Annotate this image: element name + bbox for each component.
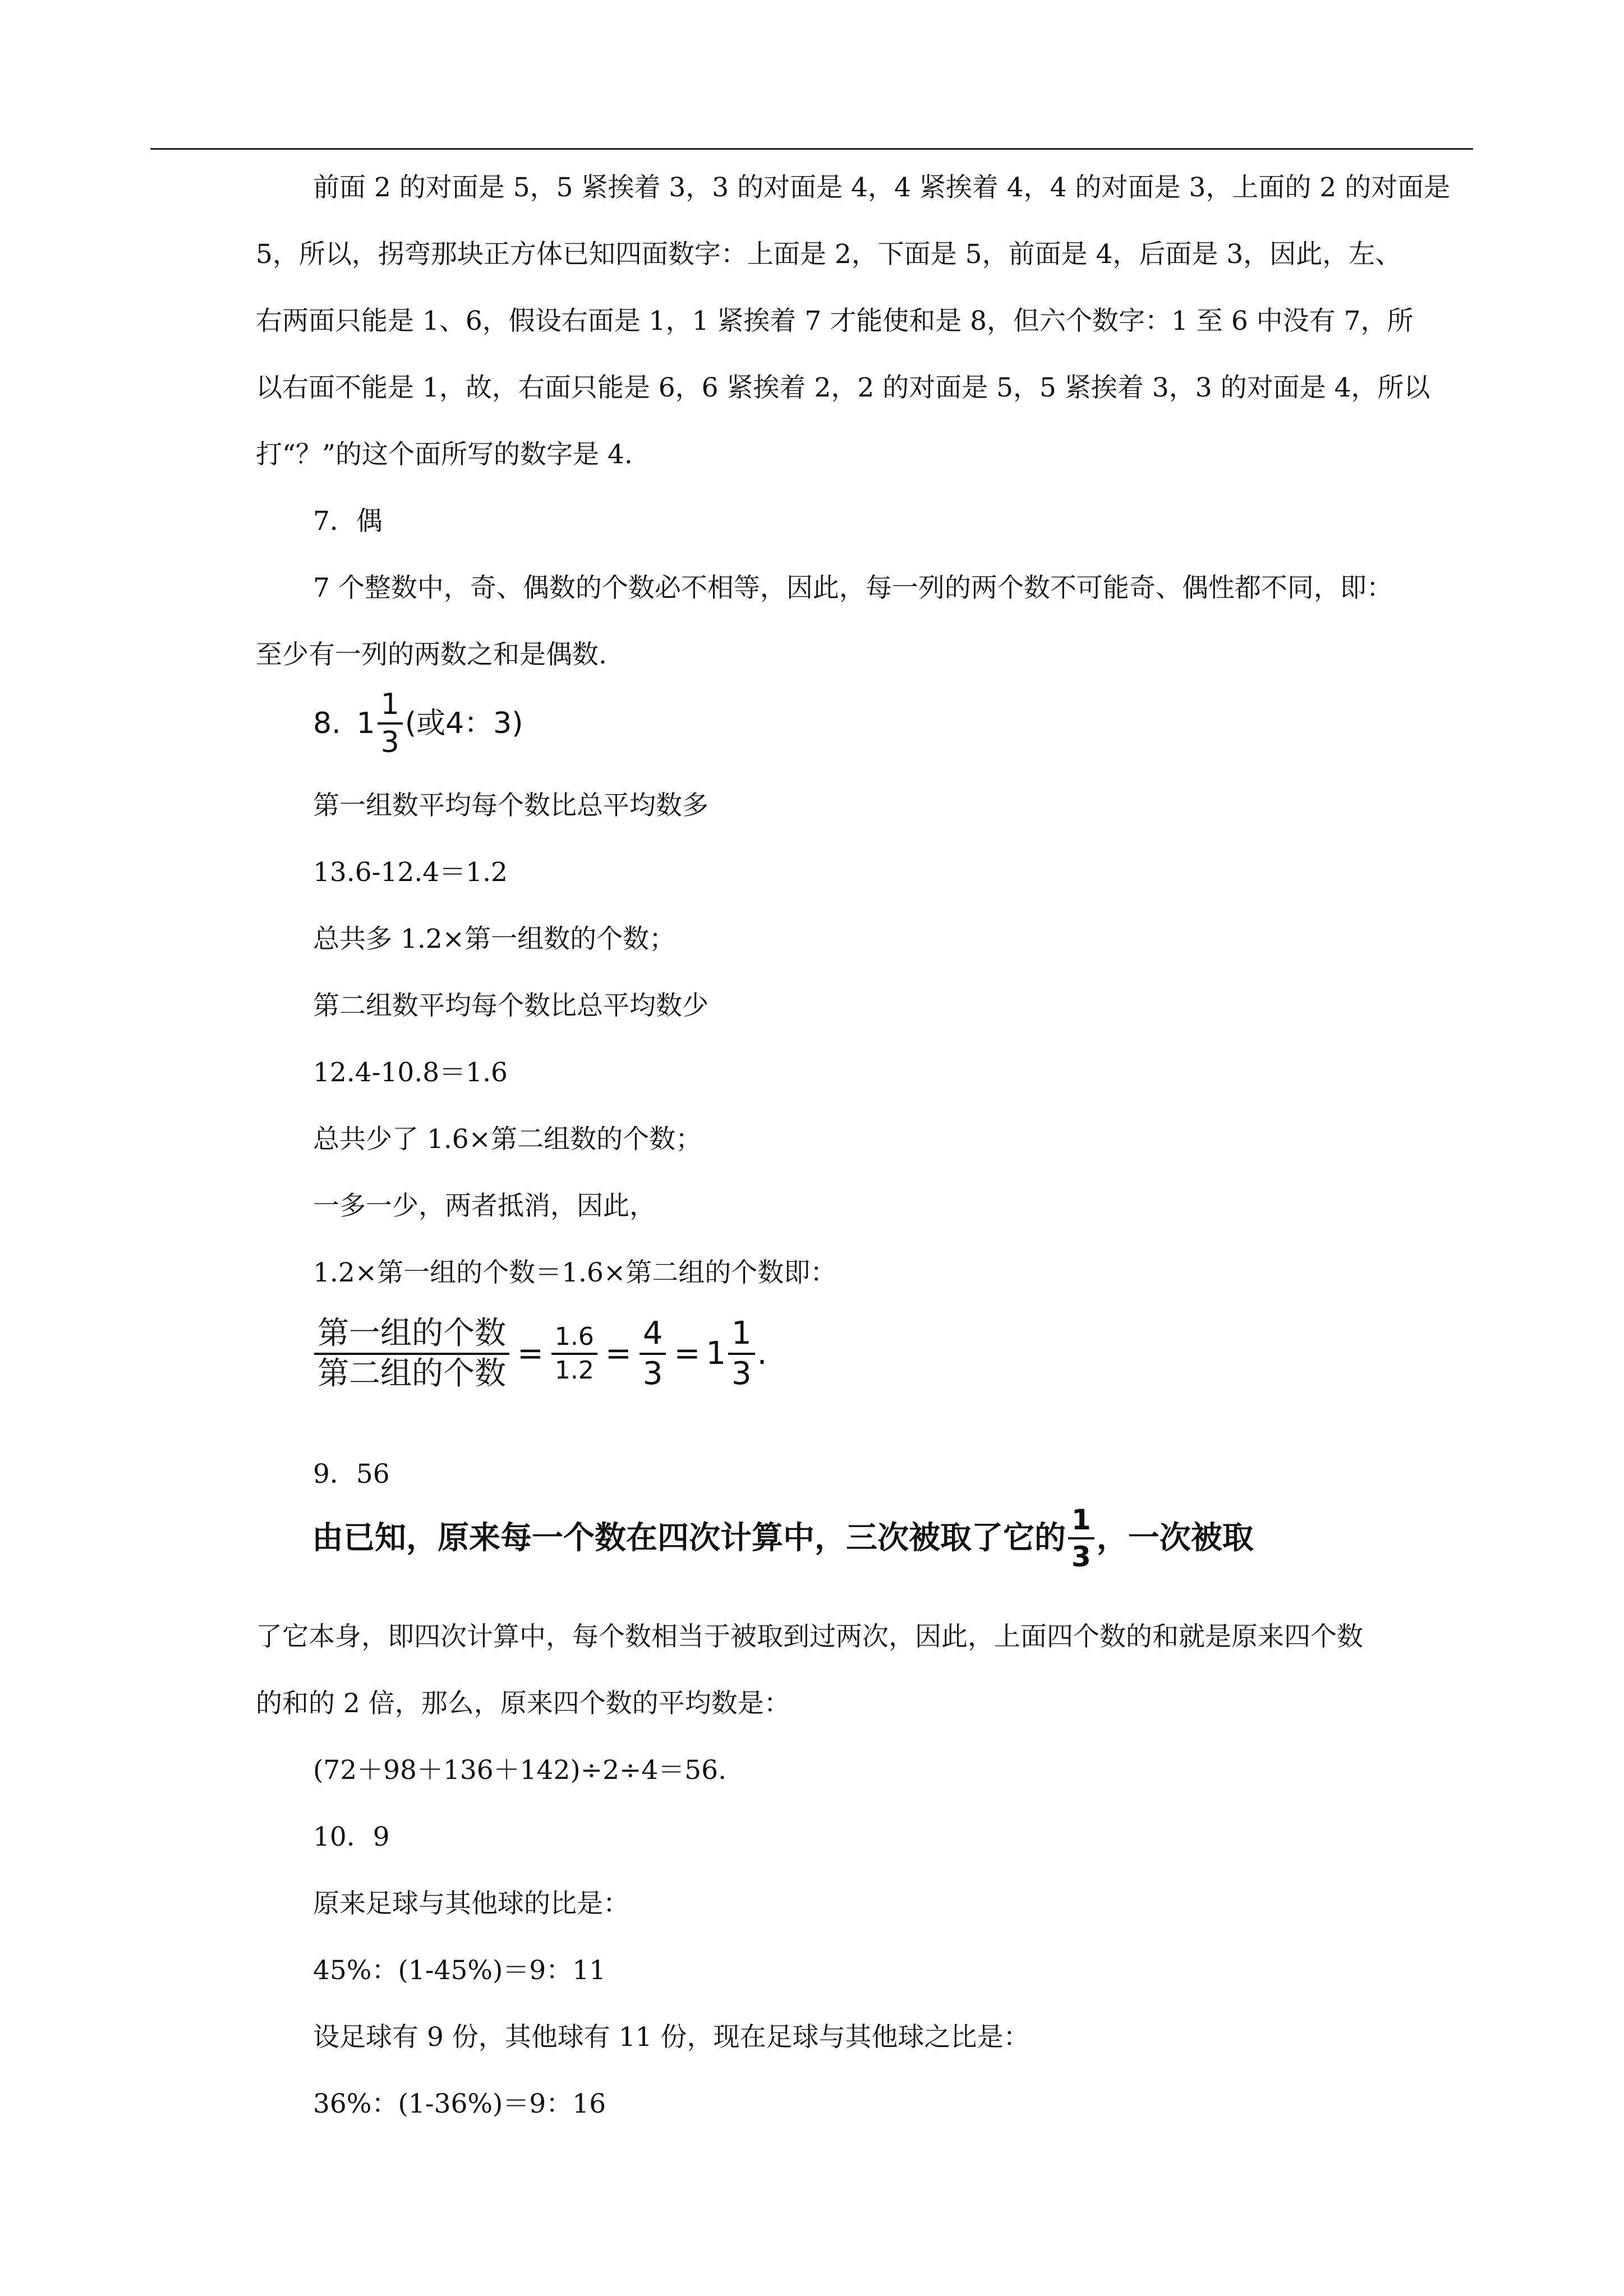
- header-rule: [150, 148, 1473, 150]
- calculation-line: 45%：(1-45%)＝9：11: [313, 1955, 606, 1986]
- paragraph-line: 设足球有 9 份，其他球有 11 份，现在足球与其他球之比是：: [313, 2022, 1030, 2053]
- paragraph-line: 以右面不能是 1，故，右面只能是 6，6 紧挨着 2，2 的对面是 5，5 紧挨着 3，3 的对面是 4，所以: [256, 372, 1430, 403]
- paragraph-line: 打“？”的这个面所写的数字是 4.: [256, 439, 633, 470]
- equals-sign: =: [517, 1335, 544, 1372]
- fraction-denominator: 3: [378, 722, 403, 757]
- paragraph-line: 一多一少，两者抵消，因此，: [313, 1191, 656, 1221]
- answer-9-header: 9．56: [313, 1459, 390, 1490]
- paragraph-line: 前面 2 的对面是 5，5 紧挨着 3，3 的对面是 4，4 紧挨着 4，4 的对面是 3，上面的 2 的对面是: [313, 172, 1451, 203]
- fraction: [378, 690, 403, 757]
- fraction-numerator: 1: [1071, 1504, 1091, 1536]
- emphasis-text: 由已知，原来每一个数在四次计算中，三次被取了它的: [312, 1520, 1066, 1556]
- paragraph-line: 的和的 2 倍，那么，原来四个数的平均数是：: [256, 1688, 790, 1719]
- fraction-numerator: 1: [380, 688, 399, 721]
- emphasis-text: ，一次被取: [1096, 1520, 1254, 1556]
- paragraph-line: 第二组数平均每个数比总平均数少: [313, 990, 709, 1021]
- fraction-denominator: 1.2: [551, 1353, 597, 1383]
- fraction: [551, 1322, 597, 1385]
- paragraph-line: 5，所以，拐弯那块正方体已知四面数字：上面是 2，下面是 5，前面是 4，后面是 3，因此，左、: [256, 239, 1402, 270]
- paragraph-line: 第一组数平均每个数比总平均数多: [313, 790, 709, 821]
- fraction-numerator: 1: [732, 1315, 752, 1352]
- answer-10-header: 10．9: [313, 1822, 390, 1852]
- paragraph-line: 原来足球与其他球的比是：: [313, 1888, 629, 1919]
- equals-sign: =: [605, 1335, 632, 1372]
- emphasis-line: [312, 1506, 1254, 1571]
- period: .: [757, 1335, 767, 1372]
- paragraph-line: 总共少了 1.6×第二组数的个数；: [313, 1124, 702, 1155]
- calculation-line: 36%：(1-36%)＝9：16: [313, 2088, 606, 2119]
- paragraph-line: 至少有一列的两数之和是偶数.: [256, 639, 607, 670]
- paragraph-line: 7 个整数中，奇、偶数的个数必不相等，因此，每一列的两个数不可能奇、偶性都不同，即：: [313, 573, 1393, 603]
- fraction-numerator: 第一组的个数: [318, 1315, 506, 1352]
- answer-7-header: 7．偶: [313, 506, 383, 537]
- answer-alt: (或4：3): [404, 707, 523, 740]
- answer-8-header: [313, 690, 523, 757]
- ratio-formula: [312, 1315, 767, 1392]
- mixed-whole: 1: [356, 707, 375, 740]
- fraction: [314, 1315, 509, 1392]
- fraction-denominator: 3: [640, 1353, 666, 1390]
- paragraph-line: 12.4-10.8＝1.6: [313, 1057, 508, 1088]
- fraction: [640, 1315, 666, 1392]
- fraction: [1068, 1506, 1094, 1571]
- answer-number: 8.: [313, 707, 341, 740]
- paragraph-line: 总共多 1.2×第一组数的个数；: [313, 924, 676, 955]
- fraction-denominator: 3: [1068, 1537, 1094, 1571]
- calculation-line: (72＋98＋136＋142)÷2÷4＝56.: [313, 1755, 727, 1786]
- fraction-denominator: 第二组的个数: [314, 1353, 509, 1390]
- equals-sign: =: [674, 1335, 701, 1372]
- paragraph-line: 右两面只能是 1、6，假设右面是 1，1 紧挨着 7 才能使和是 8，但六个数字：1 至 6 中没有 7，所: [256, 306, 1414, 336]
- fraction-numerator: 4: [642, 1315, 663, 1352]
- fraction-numerator: 1.6: [554, 1322, 594, 1351]
- paragraph-line: 1.2×第一组的个数＝1.6×第二组的个数即：: [313, 1257, 837, 1288]
- fraction-denominator: 3: [728, 1353, 755, 1390]
- paragraph-line: 13.6-12.4＝1.2: [313, 857, 508, 888]
- mixed-whole: 1: [706, 1335, 726, 1372]
- fraction: [728, 1315, 755, 1392]
- paragraph-line: 了它本身，即四次计算中，每个数相当于被取到过两次，因此，上面四个数的和就是原来四个数: [256, 1621, 1363, 1652]
